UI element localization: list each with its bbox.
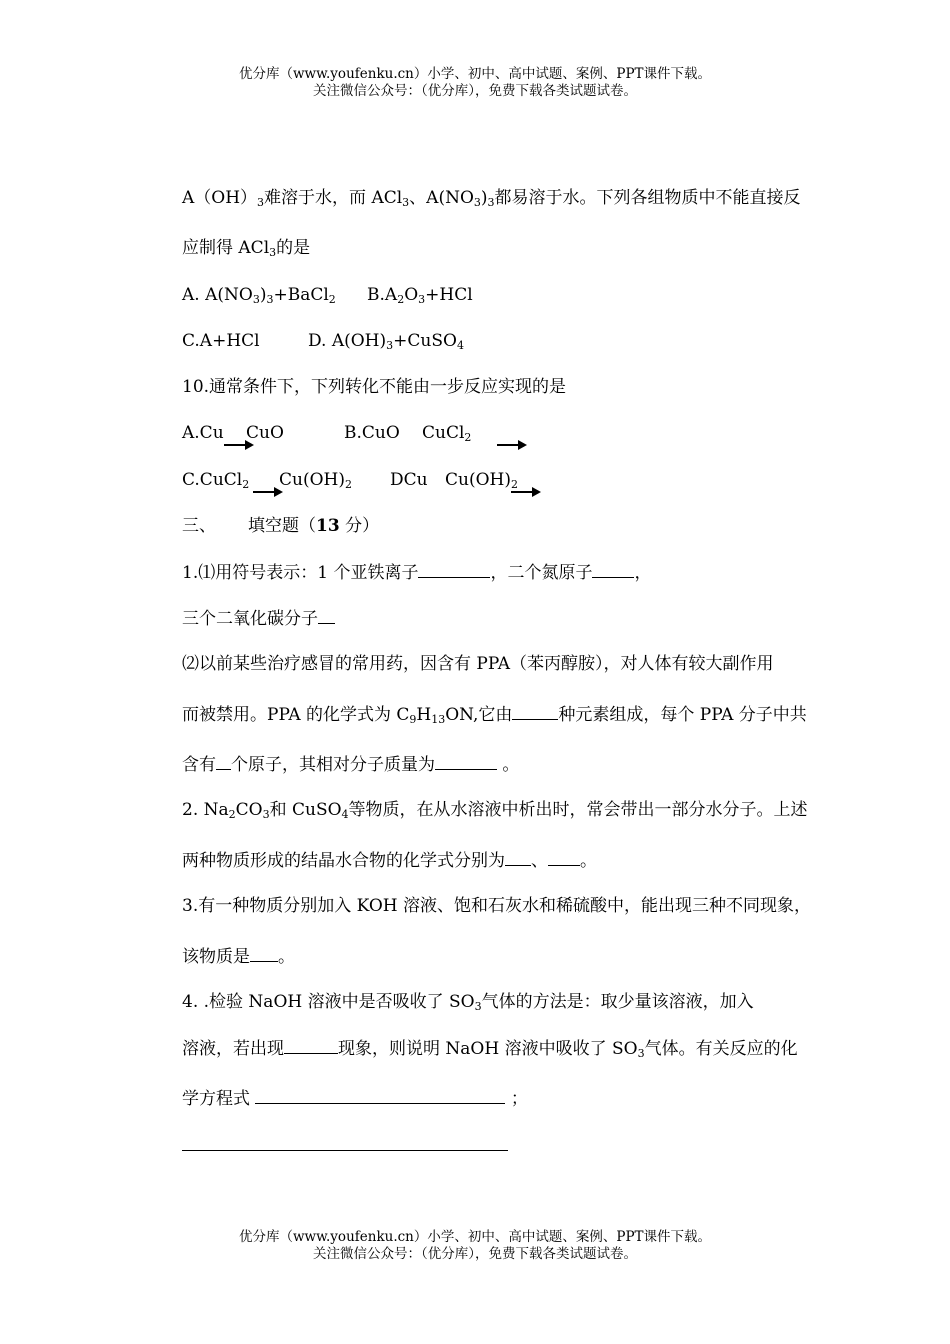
header-line-2: 关注微信公众号：（优分库），免费下载各类试题试卷。 xyxy=(313,83,637,99)
blank-two-nitrogen-atoms[interactable] xyxy=(592,561,634,578)
footer-line-1: 优分库（www.youfenku.cn）小学、初中、高中试题、案例、PPT课件下载。 xyxy=(238,1229,712,1245)
q9-option-a: A. $A(NO_3)_3+BaCl_2$ xyxy=(182,285,336,306)
footer-line-2: 关注微信公众号：（优分库），免费下载各类试题试卷。 xyxy=(313,1246,637,1262)
q10-option-d-from: DCu xyxy=(390,470,428,490)
fill-4-line-1: 4. .检验 NaOH 溶液中是否吸收了 $SO_3$气体的方法是：取少量该溶液，加入 xyxy=(182,992,754,1013)
q9-stem-line-1: $A(OH)_3$难溶于水，而 ACl$_3$、$A(NO_3)_3$都易溶于水。下列各组物质中不能直接反 xyxy=(182,188,801,209)
fill-1-line-4: 而被禁用。PPA 的化学式为 $C_9H_{13}ON$,它由 种元素组成，每个 PPA 分子中共 xyxy=(182,705,807,726)
q10-option-d-arrow-icon xyxy=(511,487,541,497)
section-3-number: 三、 xyxy=(182,516,216,536)
blank-phenomenon[interactable] xyxy=(284,1037,338,1054)
page-footer xyxy=(0,1229,950,1263)
blank-molecular-mass[interactable] xyxy=(435,753,497,770)
header-line-1: 优分库（www.youfenku.cn）小学、初中、高中试题、案例、PPT课件下载。 xyxy=(238,66,712,82)
blank-element-count[interactable] xyxy=(512,703,558,720)
blank-substance[interactable] xyxy=(250,945,278,962)
page-header xyxy=(0,66,950,100)
blank-ferrous-ion[interactable] xyxy=(418,561,490,578)
fill-4-line-2: 溶液，若出现 现象，则说明 NaOH 溶液中吸收了 $SO_3$气体。有关反应的化 xyxy=(182,1039,798,1060)
q10-option-b-to: CuCl$_2$ xyxy=(422,423,472,444)
q10-option-c-to: $Cu(OH)_2$ xyxy=(279,470,352,491)
blank-equation-1[interactable] xyxy=(255,1087,505,1104)
q10-stem: 10.通常条件下，下列转化不能由一步反应实现的是 xyxy=(182,377,567,397)
fill-3-line-2: 该物质是 。 xyxy=(182,947,295,967)
section-3-title: 填空题（13 分） xyxy=(248,516,380,536)
q10-option-d-to: $Cu(OH)_2$ xyxy=(445,470,518,491)
fill-1-line-1: 1.⑴用符号表示：1 个亚铁离子 ，二个氮原子 ， xyxy=(182,563,652,583)
q9-option-c: C.A+HCl xyxy=(182,331,260,351)
fill-3-line-1: 3.有一种物质分别加入 KOH 溶液、饱和石灰水和稀硫酸中，能出现三种不同现象， xyxy=(182,896,812,916)
fill-4-line-3: 学方程式 ； xyxy=(182,1089,528,1109)
q10-option-b-from: B.CuO xyxy=(344,423,400,443)
q10-option-a-to: CuO xyxy=(246,423,284,443)
q9-stem-line-2: 应制得 ACl$_3$的是 xyxy=(182,238,311,259)
blank-hydrate-1[interactable] xyxy=(505,849,531,866)
fill-1-line-3: ⑵以前某些治疗感冒的常用药，因含有 PPA（苯丙醇胺），对人体有较大副作用 xyxy=(182,654,774,674)
q10-option-c-from: C.CuCl$_2$ xyxy=(182,470,250,491)
q9-option-b: $B.A_2O_3+HCl$ xyxy=(367,285,473,306)
q9-option-d: D. $A(OH)_3+CuSO_4$ xyxy=(308,331,464,352)
fill-1-line-2: 三个二氧化碳分子 xyxy=(182,607,335,630)
blank-hydrate-2[interactable] xyxy=(548,849,580,866)
blank-three-co2[interactable] xyxy=(318,607,335,624)
q10-option-b-arrow-icon xyxy=(497,440,527,450)
fill-1-line-5: 含有 个原子，其相对分子质量为 。 xyxy=(182,755,520,775)
blank-atom-count[interactable] xyxy=(216,753,231,770)
fill-2-line-1: 2. $Na_2CO_3$和 CuSO$_4$等物质，在从水溶液中析出时，常会带出一部分水分子。上述 xyxy=(182,800,808,821)
q10-option-a-from: A.Cu xyxy=(182,423,224,443)
blank-equation-2[interactable] xyxy=(182,1150,508,1151)
fill-2-line-2: 两种物质形成的结晶水合物的化学式分别为 、 。 xyxy=(182,851,597,871)
